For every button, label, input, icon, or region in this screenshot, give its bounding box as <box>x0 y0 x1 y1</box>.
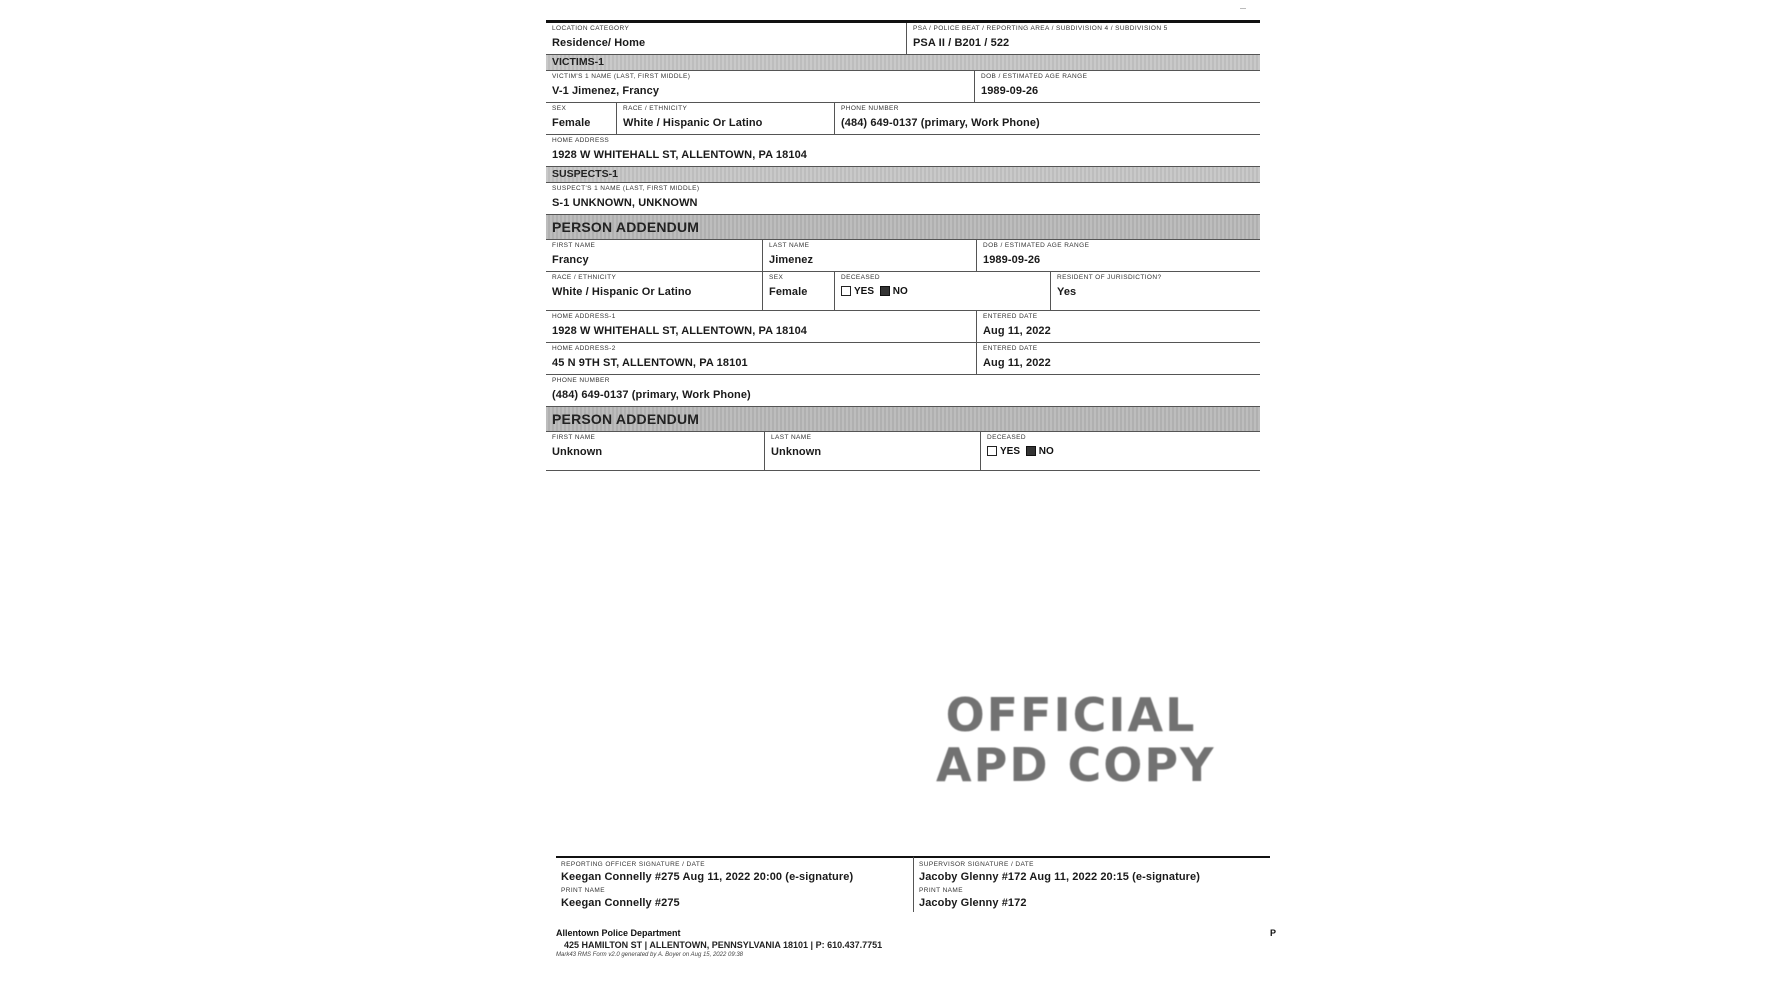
department-name: Allentown Police Department <box>556 928 681 938</box>
officer-signature-label: REPORTING OFFICER SIGNATURE / DATE <box>561 861 705 868</box>
addendum1-first-name-label: FIRST NAME <box>552 242 596 249</box>
addendum2-deceased-options <box>987 446 1254 457</box>
supervisor-signature-value: Jacoby Glenny #172 Aug 11, 2022 20:15 (e-signature) <box>919 871 1201 883</box>
addendum1-race-label: RACE / ETHNICITY <box>552 274 617 281</box>
stamp-line-2: APD COPY <box>936 738 1216 792</box>
addendum2-name-row <box>546 432 1260 471</box>
deceased-yes-checkbox[interactable] <box>841 286 851 296</box>
addendum1-addr2-value: 45 N 9TH ST, ALLENTOWN, PA 18101 <box>552 357 748 369</box>
addendum1-deceased-options <box>841 286 1044 297</box>
addendum1-dob-value: 1989-09-26 <box>983 254 1041 266</box>
addendum2-first-name-label: FIRST NAME <box>552 434 596 441</box>
officer-signature-value: Keegan Connelly #275 Aug 11, 2022 20:00 (e-signature) <box>561 871 854 883</box>
addendum1-resident-label: RESIDENT OF JURISDICTION? <box>1057 274 1162 281</box>
deceased-yes-label: YES <box>1000 446 1021 457</box>
victim-name-label: VICTIM'S 1 NAME (LAST, FIRST MIDDLE) <box>552 73 691 80</box>
suspect-name-row <box>546 183 1260 214</box>
supervisor-signature-label: SUPERVISOR SIGNATURE / DATE <box>919 861 1034 868</box>
location-category-label: LOCATION CATEGORY <box>552 25 630 32</box>
addendum1-phone-value: (484) 649-0137 (primary, Work Phone) <box>552 389 751 401</box>
person-addendum-1-header: PERSON ADDENDUM <box>546 214 1260 240</box>
location-category-value: Residence/ Home <box>552 37 646 49</box>
officer-signature-section <box>556 856 913 912</box>
addendum1-sex-label: SEX <box>769 274 784 281</box>
psa-value: PSA II / B201 / 522 <box>913 37 1010 49</box>
addendum1-entered2-label: ENTERED DATE <box>983 345 1038 352</box>
victim-phone-label: PHONE NUMBER <box>841 105 899 112</box>
victim-name-row <box>546 71 1260 103</box>
addendum1-address1-row <box>546 311 1260 343</box>
addendum2-last-name-label: LAST NAME <box>771 434 812 441</box>
victim-race-label: RACE / ETHNICITY <box>623 105 688 112</box>
addendum1-phone-label: PHONE NUMBER <box>552 377 610 384</box>
addendum1-deceased-label: DECEASED <box>841 274 880 281</box>
signature-block <box>556 856 1270 912</box>
addendum2-deceased-label: DECEASED <box>987 434 1026 441</box>
victim-phone-value: (484) 649-0137 (primary, Work Phone) <box>841 117 1040 129</box>
victim-name-value: V-1 Jimenez, Francy <box>552 85 660 97</box>
addendum1-addr1-label: HOME ADDRESS-1 <box>552 313 616 320</box>
deceased-no-checkbox[interactable] <box>1026 446 1036 456</box>
victim-demographics-row <box>546 103 1260 135</box>
victim-address-row <box>546 135 1260 167</box>
official-copy-stamp <box>936 688 1216 792</box>
addendum1-last-name-label: LAST NAME <box>769 242 810 249</box>
location-row <box>546 23 1260 55</box>
suspect-name-value: S-1 UNKNOWN, UNKNOWN <box>552 197 698 209</box>
addendum1-addr2-label: HOME ADDRESS-2 <box>552 345 616 352</box>
addendum1-details-row <box>546 272 1260 311</box>
supervisor-signature-section <box>913 856 1270 912</box>
person-addendum-2-header: PERSON ADDENDUM <box>546 406 1260 432</box>
victim-address-label: HOME ADDRESS <box>552 137 610 144</box>
suspect-name-label: SUSPECT'S 1 NAME (LAST, FIRST MIDDLE) <box>552 185 700 192</box>
victim-race-value: White / Hispanic Or Latino <box>623 117 763 129</box>
deceased-no-checkbox[interactable] <box>880 286 890 296</box>
victim-sex-label: SEX <box>552 105 567 112</box>
victims-header: VICTIMS-1 <box>546 55 1260 71</box>
deceased-no-label: NO <box>1038 446 1054 457</box>
victim-sex-value: Female <box>552 117 591 129</box>
deceased-yes-label: YES <box>854 286 875 297</box>
psa-label: PSA / POLICE BEAT / REPORTING AREA / SUBDIVISION 4 / SUBDIVISION 5 <box>913 25 1168 32</box>
addendum1-entered1-label: ENTERED DATE <box>983 313 1038 320</box>
addendum1-entered1-value: Aug 11, 2022 <box>983 325 1051 337</box>
officer-print-label: PRINT NAME <box>561 887 605 894</box>
page-number: P <box>1269 928 1276 938</box>
supervisor-print-value: Jacoby Glenny #172 <box>919 897 1027 909</box>
addendum1-sex-value: Female <box>769 286 808 298</box>
addendum1-address2-row <box>546 343 1260 375</box>
generated-note: Mark43 RMS Form v2.0 generated by A. Boyer on Aug 15, 2022 09:38 <box>556 952 743 958</box>
addendum1-last-name-value: Jimenez <box>769 254 814 266</box>
deceased-yes-checkbox[interactable] <box>987 446 997 456</box>
addendum1-race-value: White / Hispanic Or Latino <box>552 286 692 298</box>
victim-dob-value: 1989-09-26 <box>981 85 1039 97</box>
addendum1-dob-label: DOB / ESTIMATED AGE RANGE <box>983 242 1090 249</box>
addendum1-resident-value: Yes <box>1057 286 1077 298</box>
officer-print-value: Keegan Connelly #275 <box>561 897 680 909</box>
deceased-no-label: NO <box>892 286 908 297</box>
suspects-header: SUSPECTS-1 <box>546 167 1260 183</box>
victim-address-value: 1928 W WHITEHALL ST, ALLENTOWN, PA 18104 <box>552 149 808 161</box>
supervisor-print-label: PRINT NAME <box>919 887 963 894</box>
page-footer <box>556 928 1276 958</box>
addendum1-first-name-value: Francy <box>552 254 589 266</box>
addendum1-addr1-value: 1928 W WHITEHALL ST, ALLENTOWN, PA 18104 <box>552 325 808 337</box>
addendum2-last-name-value: Unknown <box>771 446 822 458</box>
addendum1-entered2-value: Aug 11, 2022 <box>983 357 1051 369</box>
stamp-line-1: OFFICIAL <box>945 688 1197 742</box>
addendum2-first-name-value: Unknown <box>552 446 603 458</box>
report-form <box>546 20 1260 471</box>
department-address: 425 HAMILTON ST | ALLENTOWN, PENNSYLVANIA 18101 | P: 610.437.7751 <box>564 940 883 950</box>
victim-dob-label: DOB / ESTIMATED AGE RANGE <box>981 73 1088 80</box>
addendum1-phone-row <box>546 375 1260 406</box>
addendum1-name-row <box>546 240 1260 272</box>
